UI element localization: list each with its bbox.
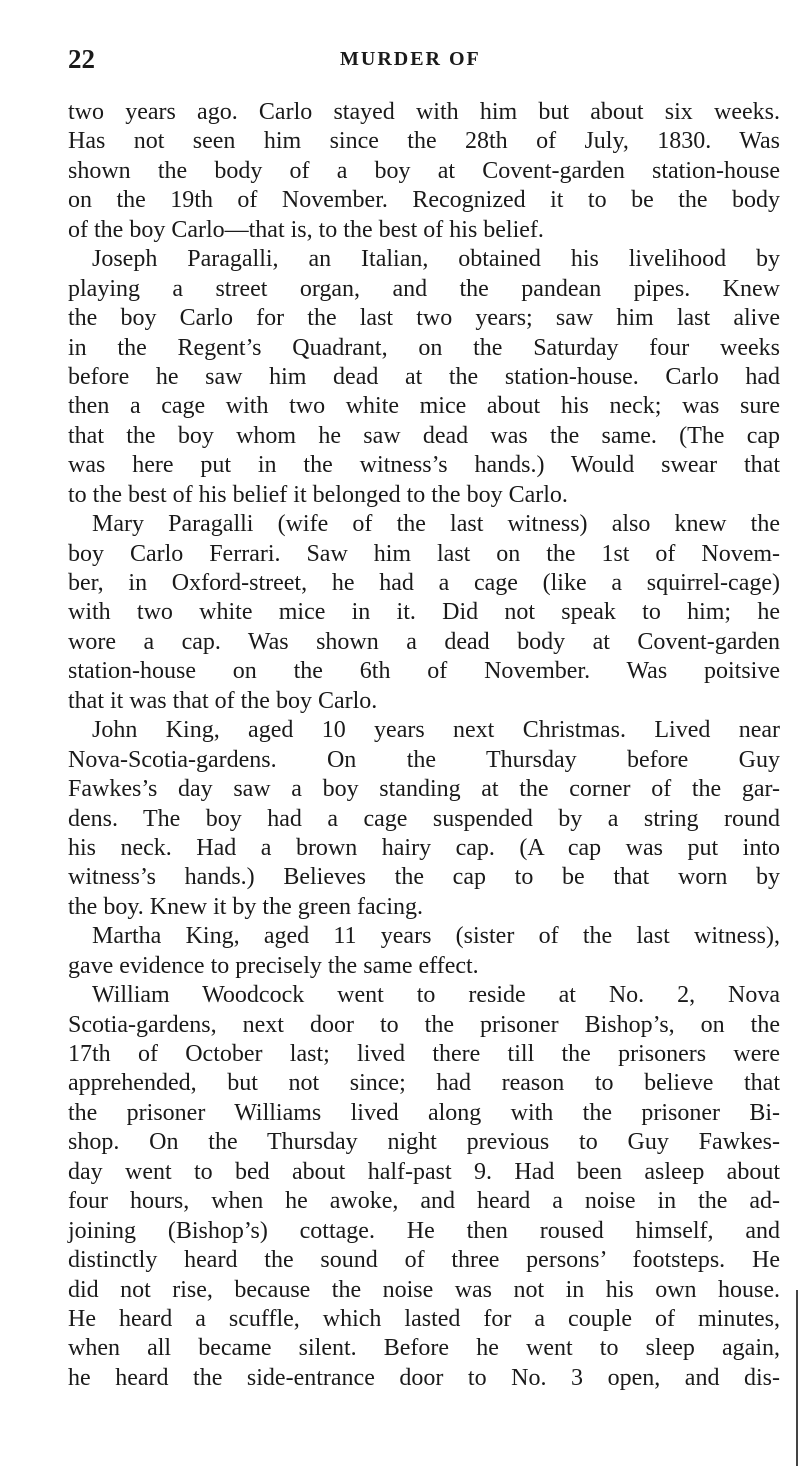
text-line: was here put in the witness’s hands.) Would swear that — [68, 452, 780, 479]
text-line: Martha King, aged 11 years (sister of the last witness), — [92, 923, 780, 950]
text-line: shown the body of a boy at Covent-garden station-house — [68, 157, 780, 184]
text-line: then a cage with two white mice about his neck; was sure — [68, 393, 780, 420]
text-line: distinctly heard the sound of three persons’ footsteps. He — [68, 1247, 780, 1274]
text-line: ber, in Oxford-street, he had a cage (like a squirrel-cage) — [68, 570, 780, 596]
text-line: wore a cap. Was shown a dead body at Covent-garden — [68, 628, 780, 655]
text-line: Joseph Paragalli, an Italian, obtained his livelihood by — [92, 246, 780, 273]
text-line: boy Carlo Ferrari. Saw him last on the 1st of Novem- — [68, 540, 780, 567]
page-number: 22 — [68, 44, 95, 74]
text-line: apprehended, but not since; had reason to believe that — [68, 1070, 780, 1097]
text-line: Mary Paragalli (wife of the last witness) also knew the — [92, 511, 780, 538]
text-line: that it was that of the boy Carlo. — [68, 687, 378, 714]
text-line: the prisoner Williams lived along with the prisoner Bi- — [68, 1099, 780, 1126]
text-line: the boy Carlo for the last two years; saw him last alive — [68, 305, 780, 332]
text-line: joining (Bishop’s) cottage. He then roused himself, and — [68, 1217, 780, 1244]
page-header — [68, 44, 780, 80]
text-line: Scotia-gardens, next door to the prisoner Bishop’s, on the — [68, 1011, 780, 1038]
text-line: witness’s hands.) Believes the cap to be that worn by — [68, 864, 780, 891]
running-head: MURDER OF — [340, 48, 481, 70]
text-line: shop. On the Thursday night previous to Guy Fawkes- — [68, 1129, 780, 1156]
text-line: he heard the side-entrance door to No. 3 open, and dis- — [68, 1364, 780, 1391]
text-line: of the boy Carlo—that is, to the best of his belief. — [68, 216, 544, 243]
text-line: playing a street organ, and the pandean pipes. Knew — [68, 275, 780, 302]
text-line: 17th of October last; lived there till the prisoners were — [68, 1041, 780, 1067]
text-line: before he saw him dead at the station-house. Carlo had — [68, 363, 780, 390]
page-edge-rule — [796, 1290, 798, 1466]
text-line: Nova-Scotia-gardens. On the Thursday before Guy — [68, 746, 780, 773]
text-line: that the boy whom he saw dead was the same. (The cap — [68, 422, 780, 449]
text-line: when all became silent. Before he went to sleep again, — [68, 1335, 780, 1362]
text-line: to the best of his belief it belonged to the boy Carlo. — [68, 481, 568, 508]
text-line: station-house on the 6th of November. Was poitsive — [68, 658, 780, 685]
text-line: gave evidence to precisely the same effect. — [68, 952, 479, 979]
text-line: two years ago. Carlo stayed with him but about six weeks. — [68, 99, 780, 125]
text-line: Has not seen him since the 28th of July, 1830. Was — [68, 128, 780, 155]
text-line: the boy. Knew it by the green facing. — [68, 893, 423, 920]
text-line: dens. The boy had a cage suspended by a string round — [68, 805, 780, 832]
text-line: Fawkes’s day saw a boy standing at the corner of the gar- — [68, 776, 780, 803]
text-line: day went to bed about half-past 9. Had been asleep about — [68, 1158, 780, 1185]
text-line: He heard a scuffle, which lasted for a couple of minutes, — [68, 1305, 780, 1332]
text-line: with two white mice in it. Did not speak to him; he — [68, 599, 780, 626]
text-line: William Woodcock went to reside at No. 2, Nova — [92, 982, 780, 1009]
text-line: in the Regent’s Quadrant, on the Saturday four weeks — [68, 334, 780, 361]
text-line: John King, aged 10 years next Christmas. Lived near — [92, 717, 780, 744]
body-text — [68, 98, 780, 1393]
text-line: on the 19th of November. Recognized it to be the body — [68, 187, 780, 214]
text-line: four hours, when he awoke, and heard a noise in the ad- — [68, 1188, 780, 1215]
text-line: did not rise, because the noise was not in his own house. — [68, 1276, 780, 1303]
text-line: his neck. Had a brown hairy cap. (A cap was put into — [68, 834, 780, 861]
